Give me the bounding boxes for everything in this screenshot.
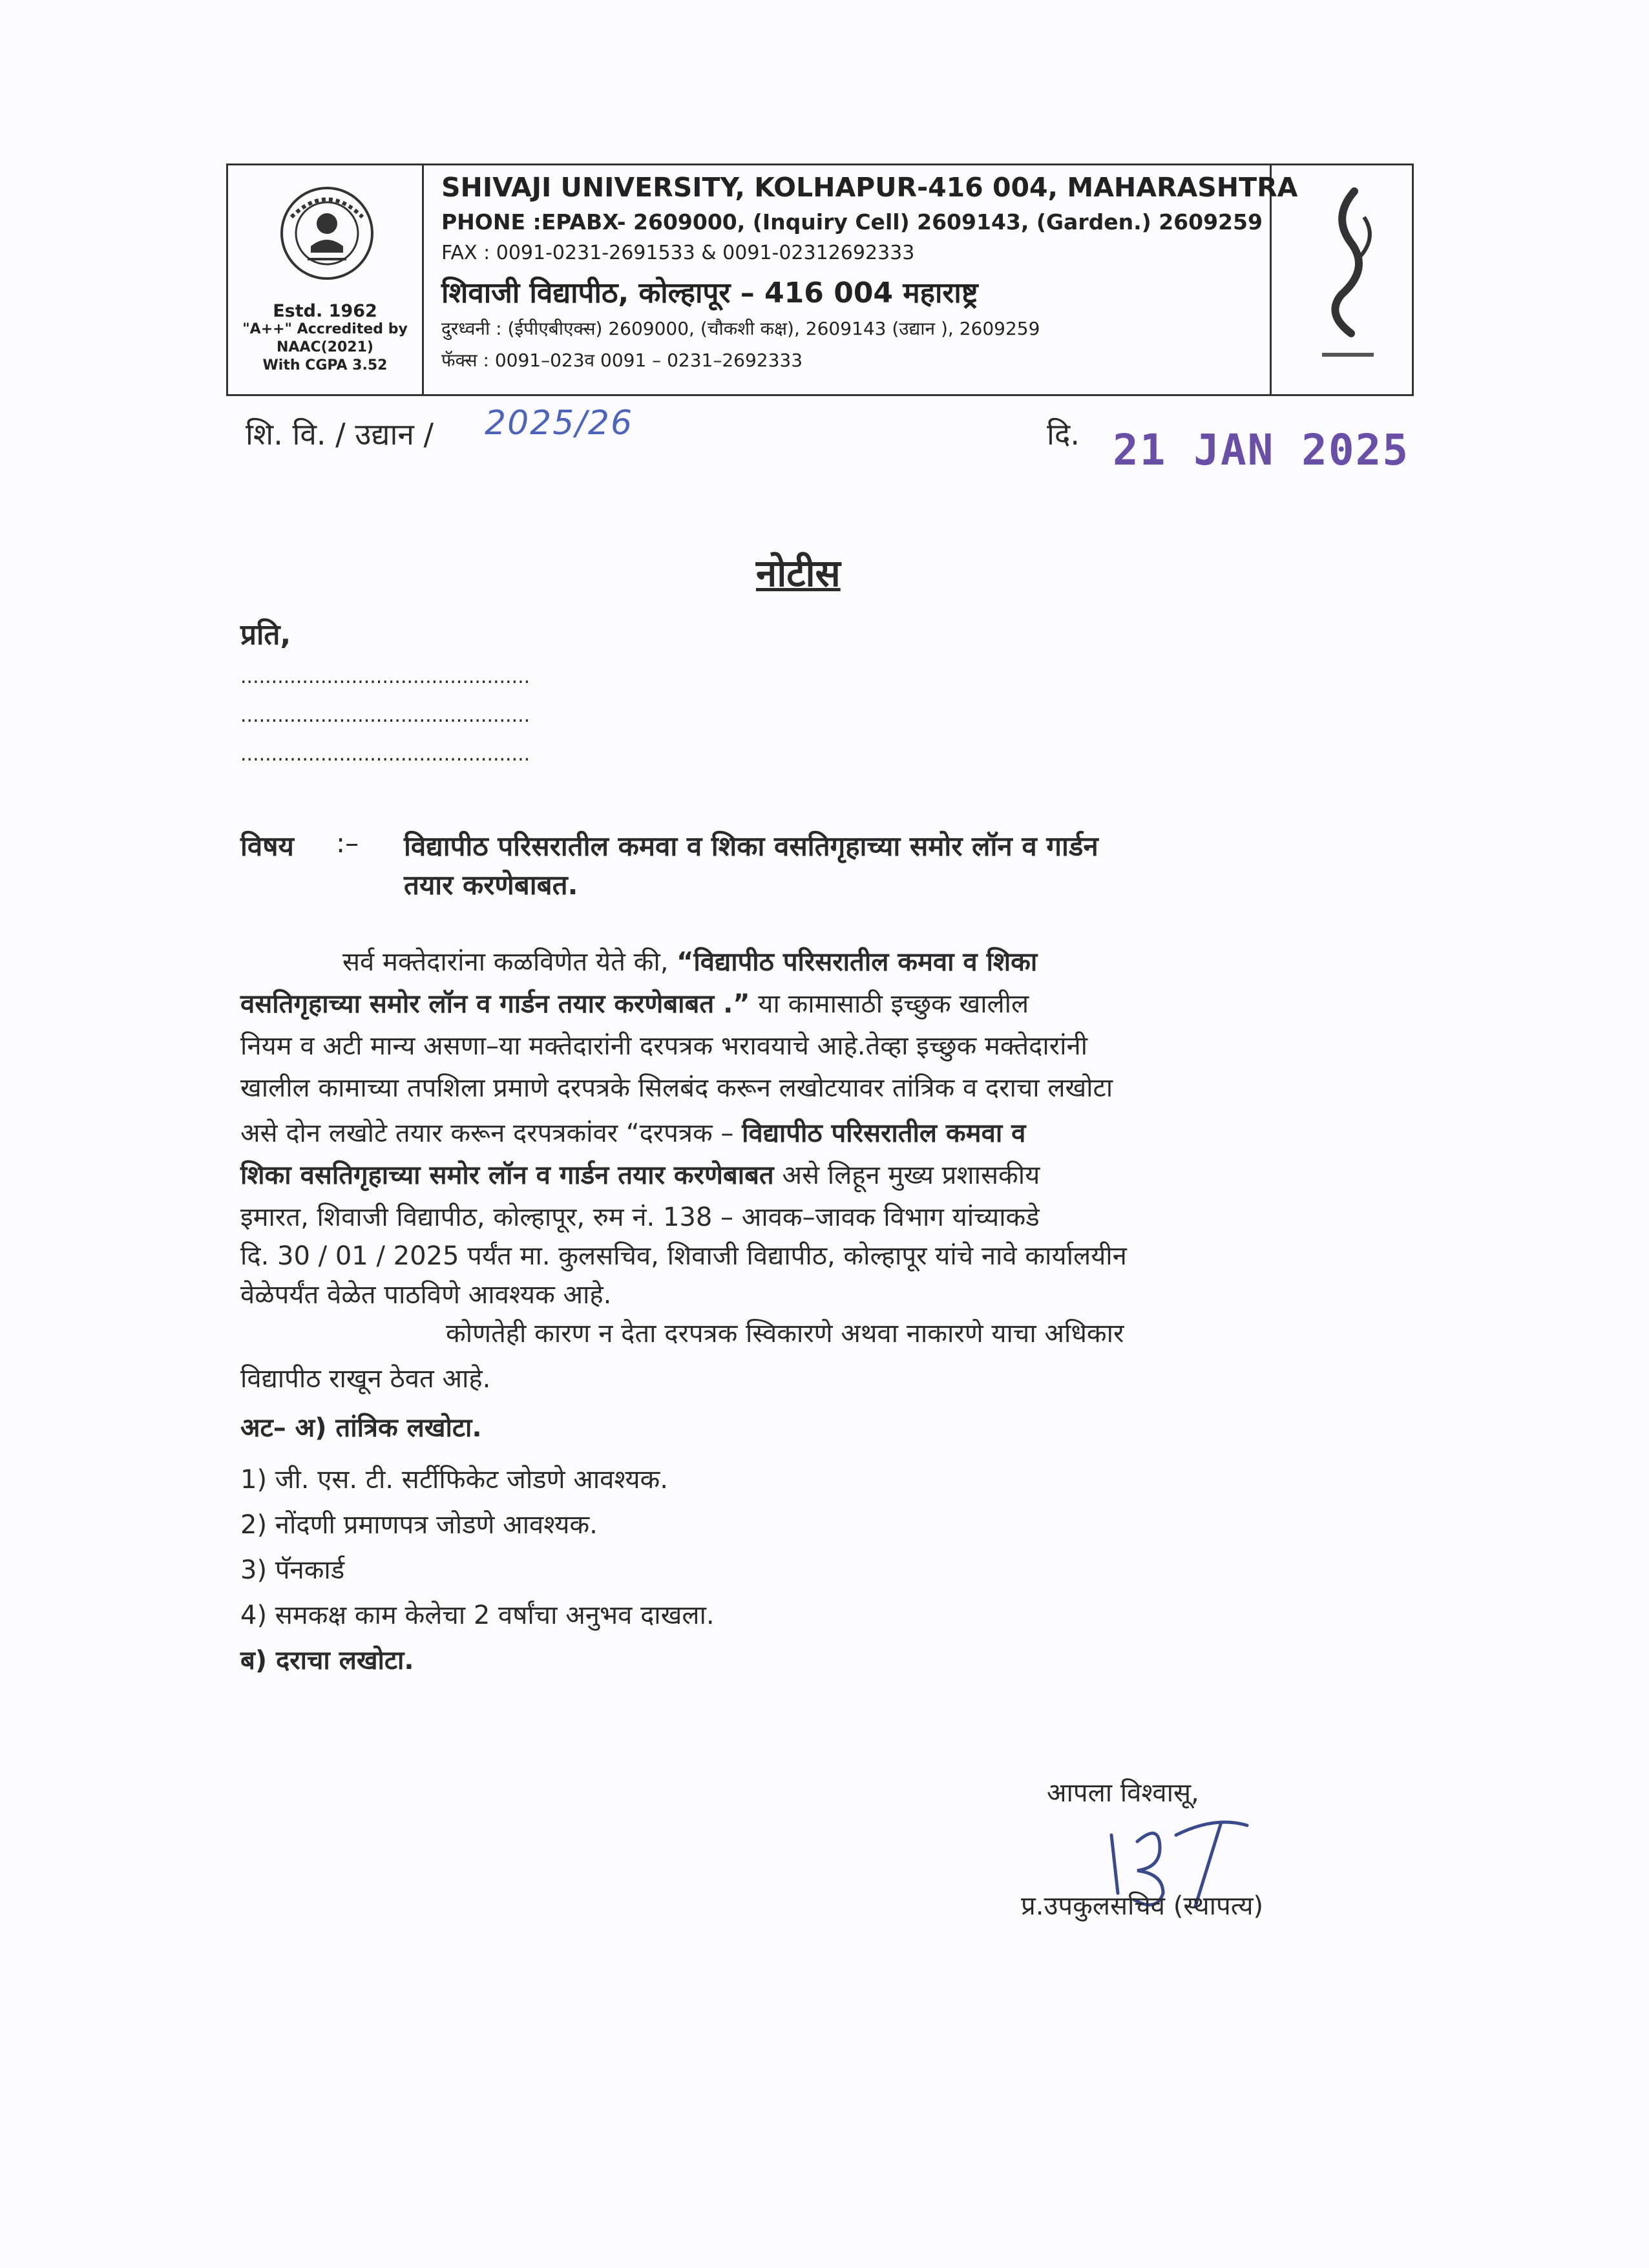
addressee-line-1: ............................................... bbox=[240, 666, 530, 688]
cgpa-text: With CGPA 3.52 bbox=[262, 357, 388, 373]
condition-item-3: 3) पॅनकार्ड bbox=[240, 1555, 345, 1585]
body-line-9: वेळेपर्यंत वेळेत पाठविणे आवश्यक आहे. bbox=[240, 1280, 612, 1310]
body-text: या कामासाठी इच्छुक खालील bbox=[750, 989, 1029, 1019]
conditions-heading: अट– अ) तांत्रिक लखोटा. bbox=[240, 1413, 482, 1443]
addressee-label: प्रति, bbox=[240, 618, 291, 651]
jubilee-logo-icon bbox=[1306, 178, 1390, 385]
date-stamp: 21 JAN 2025 bbox=[1113, 425, 1410, 475]
letterhead bbox=[226, 163, 1414, 396]
reference-number: 2025/26 bbox=[485, 404, 634, 443]
subject-line-2: तयार करणेबाबत. bbox=[404, 869, 578, 901]
body-bold-text: वसतिगृहाच्या समोर लॉन व गार्डन तयार करणेबाबत .” bbox=[240, 989, 750, 1019]
subject-separator: :– bbox=[336, 827, 359, 859]
body-line-8: दि. 30 / 01 / 2025 पर्यंत मा. कुलसचिव, शिवाजी विद्यापीठ, कोल्हापूर यांचे नावे कार्यालयीन bbox=[240, 1241, 1127, 1271]
body-line-1 bbox=[342, 947, 1037, 978]
addressee-line-2: ............................................... bbox=[240, 704, 530, 727]
university-seal-icon bbox=[278, 185, 375, 282]
reference-label: शि. वि. / उद्यान / bbox=[246, 417, 434, 452]
body-line-2 bbox=[240, 989, 1029, 1020]
body-line-11: विद्यापीठ राखून ठेवत आहे. bbox=[240, 1364, 491, 1394]
condition-item-2: 2) नोंदणी प्रमाणपत्र जोडणे आवश्यक. bbox=[240, 1510, 598, 1540]
fax-line-mr: फॅक्स : 0091–023व 0091 – 0231–2692333 bbox=[441, 350, 803, 371]
body-line-7: इमारत, शिवाजी विद्यापीठ, कोल्हापूर, रुम नं. 138 – आवक–जावक विभाग यांच्याकडे bbox=[240, 1202, 1040, 1232]
university-name-en: SHIVAJI UNIVERSITY, KOLHAPUR-416 004, MAHARASHTRA bbox=[441, 172, 1298, 203]
phone-line-mr: दुरध्वनी : (ईपीएबीएक्स) 2609000, (चौकशी कक्ष), 2609143 (उद्यान ), 2609259 bbox=[441, 318, 1040, 339]
notice-title: नोटीस bbox=[756, 551, 841, 595]
letterhead-divider-left bbox=[422, 165, 424, 394]
university-name-mr: शिवाजी विद्यापीठ, कोल्हापूर – 416 004 महाराष्ट्र bbox=[441, 277, 978, 310]
condition-item-1: 1) जी. एस. टी. सर्टीफिकेट जोडणे आवश्यक. bbox=[240, 1465, 668, 1495]
fax-line: FAX : 0091-0231-2691533 & 0091-02312692333 bbox=[441, 242, 915, 264]
body-line-4: खालील कामाच्या तपशिला प्रमाणे दरपत्रके सिलबंद करून लखोटयावर तांत्रिक व दराचा लखोटा bbox=[240, 1073, 1113, 1103]
body-bold-text: विद्यापीठ परिसरातील कमवा व bbox=[742, 1118, 1026, 1148]
accredited-text: "A++" Accredited by bbox=[242, 321, 408, 337]
condition-item-4: 4) समकक्ष काम केलेचा 2 वर्षांचा अनुभव दाखला. bbox=[240, 1601, 715, 1630]
naac-text: NAAC(2021) bbox=[277, 339, 373, 355]
subject-line-1: विद्यापीठ परिसरातील कमवा व शिका वसतिगृहाच्या समोर लॉन व गार्डन bbox=[404, 830, 1098, 862]
body-text: असे लिहून मुख्य प्रशासकीय bbox=[773, 1160, 1040, 1190]
date-label: दि. bbox=[1047, 417, 1080, 452]
closing-yours: आपला विश्वासू, bbox=[1047, 1778, 1199, 1808]
body-line-6 bbox=[240, 1160, 1040, 1191]
body-text: असे दोन लखोटे तयार करून दरपत्रकांवर “दरपत्रक – bbox=[240, 1118, 742, 1148]
body-text: सर्व मक्तेदारांना कळविणेत येते की, bbox=[342, 947, 677, 977]
conditions-heading-b: ब) दराचा लखोटा. bbox=[240, 1646, 414, 1675]
estd-block bbox=[228, 302, 422, 375]
body-bold-text: “विद्यापीठ परिसरातील कमवा व शिका bbox=[677, 947, 1038, 977]
body-line-5 bbox=[240, 1118, 1025, 1149]
designation: प्र.उपकुलसचिव (स्थापत्य) bbox=[1021, 1891, 1264, 1921]
phone-line: PHONE :EPABX- 2609000, (Inquiry Cell) 2609143, (Garden.) 2609259 bbox=[441, 209, 1263, 235]
body-bold-text: शिका वसतिगृहाच्या समोर लॉन व गार्डन तयार करणेबाबत bbox=[240, 1160, 774, 1190]
estd-year: Estd. 1962 bbox=[273, 301, 377, 321]
subject-label: विषय bbox=[240, 830, 294, 862]
addressee-line-3: ............................................... bbox=[240, 743, 530, 766]
body-line-10: कोणतेही कारण न देता दरपत्रक स्विकारणे अथवा नाकारणे याचा अधिकार bbox=[446, 1319, 1124, 1349]
body-line-3: नियम व अटी मान्य असणा–या मक्तेदारांनी दरपत्रक भरावयाचे आहे.तेव्हा इच्छुक मक्तेदारांनी bbox=[240, 1031, 1088, 1061]
